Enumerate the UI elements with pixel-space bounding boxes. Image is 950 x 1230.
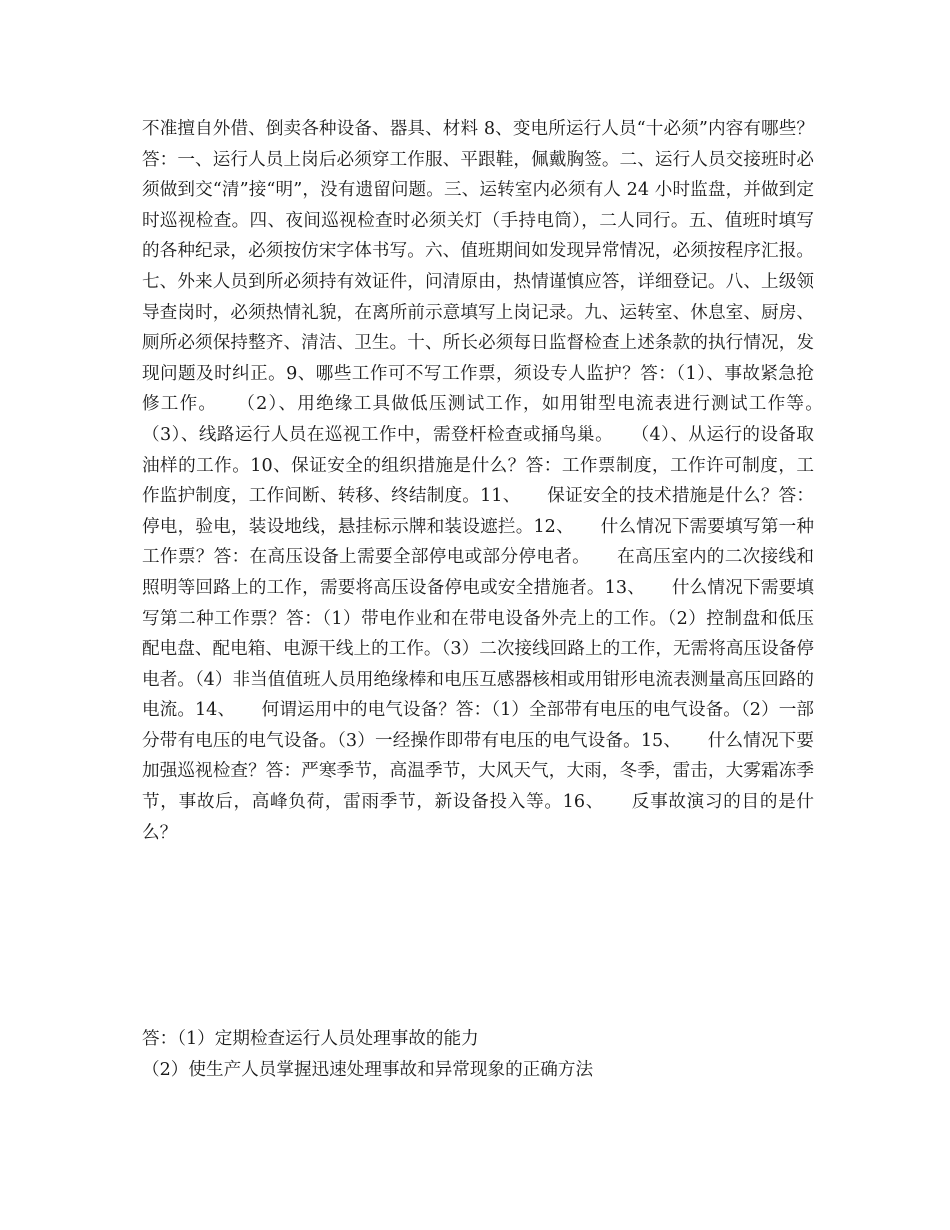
answer-block xyxy=(142,1024,814,1085)
answer-line-1: 答：（1）定期检查运行人员处理事故的能力 xyxy=(142,1029,479,1049)
answer-line-2: （2）使生产人员掌握迅速处理事故和异常现象的正确方法 xyxy=(142,1059,594,1080)
body-paragraph: 不准擅自外借、倒卖各种设备、器具、材料 8、变电所运行人员“十必须”内容有哪些？答：一、运行人员上岗后必须穿工作服、平跟鞋，佩戴胸签。二、运行人员交接班时必须做到交“清”接“明”，没有遗留问题。三、运转室内必须有人 24 小时监盘，并做到定时巡视检查。四、夜间巡视检查时必须关灯（手持电筒），二人同行。五、值班时填写的各种纪录，必须按仿宋字体书写。六、值班期间如发现异常情况，必须按程序汇报。七、外来人员到所必须持有效证件，问清原由，热情谨慎应答，详细登记。八、上级领导查岗时，必须热情礼貌，在离所前示意填写上岗记录。九、运转室、休息室、厨房、厕所必须保持整齐、清洁、卫生。十、所长必须每日监督检查上述条款的执行情况，发现问题及时纠正。9、哪些工作可不写工作票，须设专人监护？答：（1）、事故紧急抢修工作。 （2）、用绝缘工具做低压测试工作，如用钳型电流表进行测试工作等。 （3）、线路运行人员在巡视工作中，需登杆检查或捅鸟巢。 （4）、从运行的设备取油样的工作。10、保证安全的组织措施是什么？答：工作票制度，工作许可制度，工作监护制度，工作间断、转移、终结制度。11、 保证安全的技术措施是什么？答：停电，验电，装设地线，悬挂标示牌和装设遮拦。12、 什么情况下需要填写第一种工作票？答：在高压设备上需要全部停电或部分停电者。 在高压室内的二次接线和照明等回路上的工作，需要将高压设备停电或安全措施者。13、 什么情况下需要填写第二种工作票？答：（1）带电作业和在带电设备外壳上的工作。（2）控制盘和低压配电盘、配电箱、电源干线上的工作。（3）二次接线回路上的工作，无需将高压设备停电者。（4）非当值值班人员用绝缘棒和电压互感器核相或用钳形电流表测量高压回路的电流。14、 何谓运用中的电气设备？答：（1）全部带有电压的电气设备。（2）一部分带有电压的电气设备。（3）一经操作即带有电压的电气设备。15、 什么情况下要加强巡视检查？答：严寒季节，高温季节，大风天气，大雨，冬季，雷击，大雾霜冻季节，事故后，高峰负荷，雷雨季节，新设备投入等。16、 反事故演习的目的是什么？ xyxy=(142,119,850,843)
